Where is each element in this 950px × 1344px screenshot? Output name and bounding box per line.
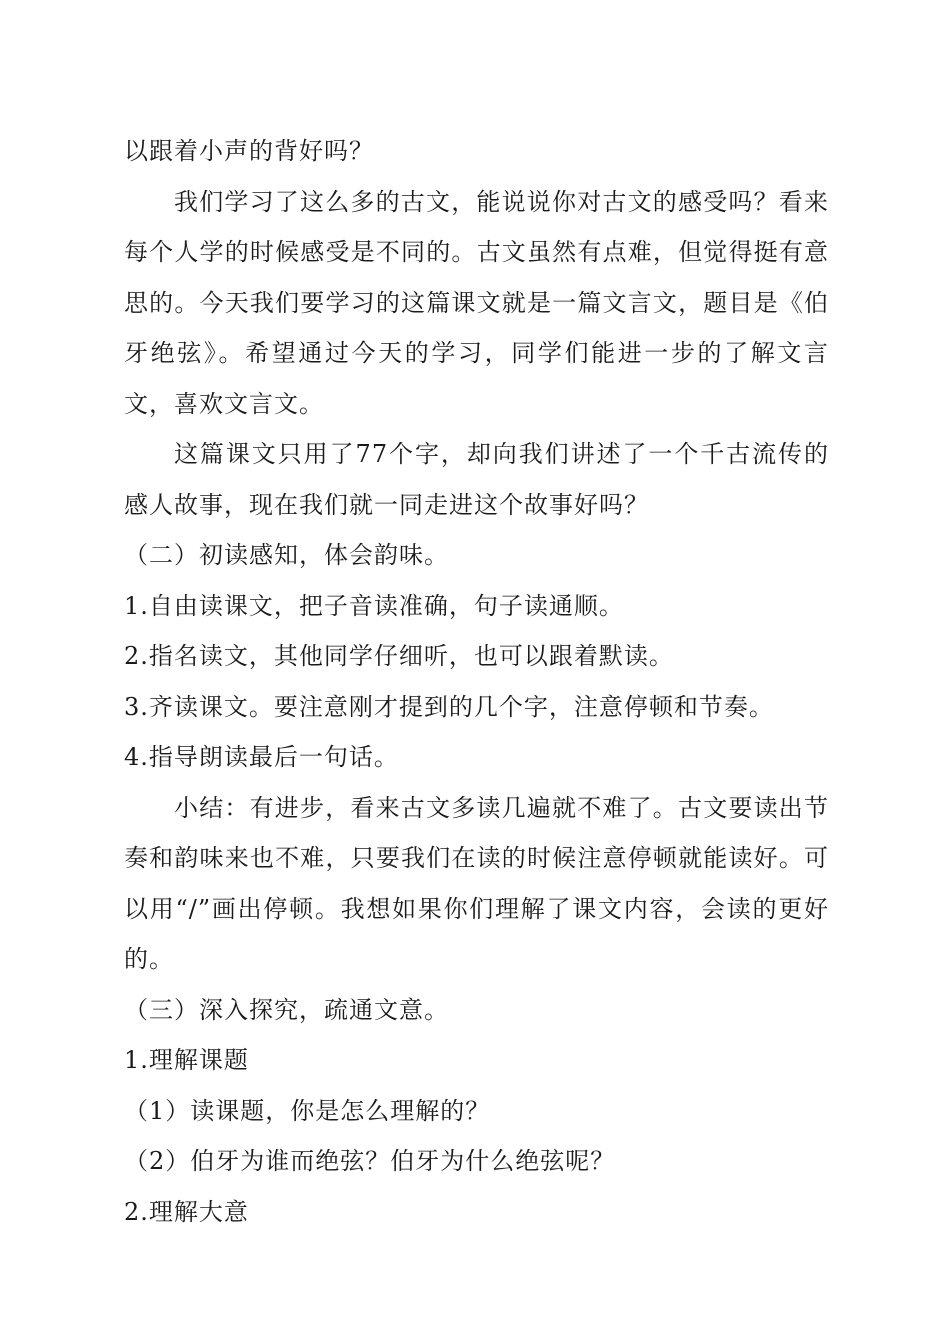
section-heading-3: （三）深入探究，疏通文意。	[124, 995, 449, 1024]
paragraph-summary: 小结：有进步，看来古文多读几遍就不难了。古文要读出节奏和韵味来也不难，只要我们在读的时候注意停顿就能读好。可以用“/”画出停顿。我想如果你们理解了课文内容，会读的更好的。	[124, 793, 829, 973]
list-item-2: 2.指名读文，其他同学仔细听，也可以跟着默读。	[124, 642, 674, 670]
paragraph-intro: 我们学习了这么多的古文，能说说你对古文的感受吗？看来每个人学的时候感受是不同的。古文虽然有点难，但觉得挺有意思的。今天我们要学习的这篇课文就是一篇文言文，题目是《伯牙绝弦》。希望通过今天的学习，同学们能进一步的了解文言文，喜欢文言文。	[124, 187, 829, 418]
paragraph-story: 这篇课文只用了77个字，却向我们讲述了一个千古流传的感人故事，现在我们就一同走进这个故事好吗？	[124, 440, 829, 519]
list-item-1: 1.自由读课文，把子音读准确，句子读通顺。	[124, 591, 624, 620]
list-item-4: 4.指导朗读最后一句话。	[124, 743, 399, 771]
document-body	[124, 126, 829, 1237]
sub-item-1: （1）读课题，你是怎么理解的？	[124, 1096, 491, 1125]
sub-item-2: （2）伯牙为谁而绝弦？伯牙为什么绝弦呢？	[124, 1147, 616, 1175]
list-item-understand-title: 1.理解课题	[124, 1046, 249, 1074]
paragraph-continuation: 以跟着小声的背好吗？	[124, 137, 374, 165]
section-heading-2: （二）初读感知，体会韵味。	[124, 541, 449, 569]
list-item-3: 3.齐读课文。要注意刚才提到的几个字，注意停顿和节奏。	[124, 692, 774, 721]
list-item-understand-meaning: 2.理解大意	[124, 1197, 249, 1226]
